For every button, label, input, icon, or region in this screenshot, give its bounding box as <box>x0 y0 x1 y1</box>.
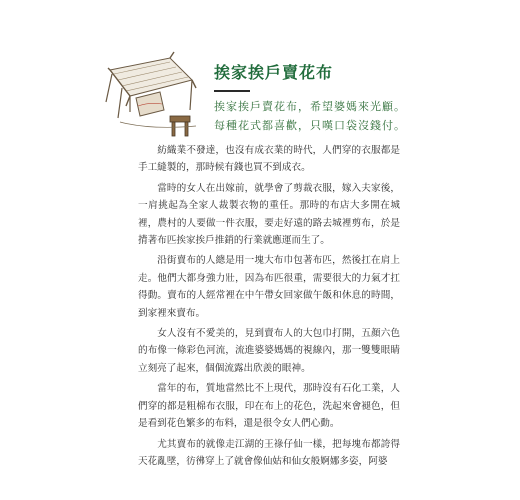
verse-line-1: 挨家挨戶賣花布，希望婆媽來光顧。 <box>214 100 406 113</box>
paragraph-2: 當時的女人在出嫁前，就學會了剪裁衣服，嫁入夫家後，一肩挑起為全家人裁製衣物的重任。那時的布店大多開在城裡，農村的人要做一件衣服，要走好遠的路去城裡剪布，於是揹著布匹挨家挨戶推銷的行業就應運而生了。 <box>138 182 400 247</box>
verse-line-2: 每種花式都喜歡，只嘆口袋沒錢付。 <box>214 119 406 132</box>
title-divider <box>214 90 250 92</box>
paragraph-1: 紡織業不發達，也沒有成衣業的時代，人們穿的衣服都是手工縫製的，那時候有錢也買不到成衣。 <box>138 145 400 174</box>
paragraph-4: 女人沒有不愛美的，見到賣布人的大包巾打開，五顏六色的布像一條彩色河流，流進婆婆媽媽的視線內，那一雙雙眼睛立刻亮了起來，個個流露出欣羨的眼神。 <box>138 328 400 374</box>
paragraph-6: 尤其賣布的就像走江湖的王祿仔仙一樣，把每塊布都誇得天花亂墜，彷彿穿上了就會像仙姑和仙女般婀娜多姿，阿婆 <box>138 438 400 467</box>
article-body <box>138 142 400 470</box>
paragraph-3: 沿街賣布的人總是用一塊大布巾包著布匹，然後扛在肩上走。他們大都身強力壯，因為布匹很重，需要很大的力氣才扛得動。賣布的人經常裡在中午帶女回家做午飯和休息的時間，到家裡來賣布。 <box>138 255 400 319</box>
paragraph-5: 當年的布，質地當然比不上現代，那時沒有石化工業，人們穿的都是粗棉布衣服，印在布上的花色，洗起來會褪色，但是看到花色繁多的布料，還是很令女人們心動。 <box>138 383 400 430</box>
loom-illustration <box>100 40 200 140</box>
article-title: 挨家挨戶賣花布 <box>214 63 334 82</box>
